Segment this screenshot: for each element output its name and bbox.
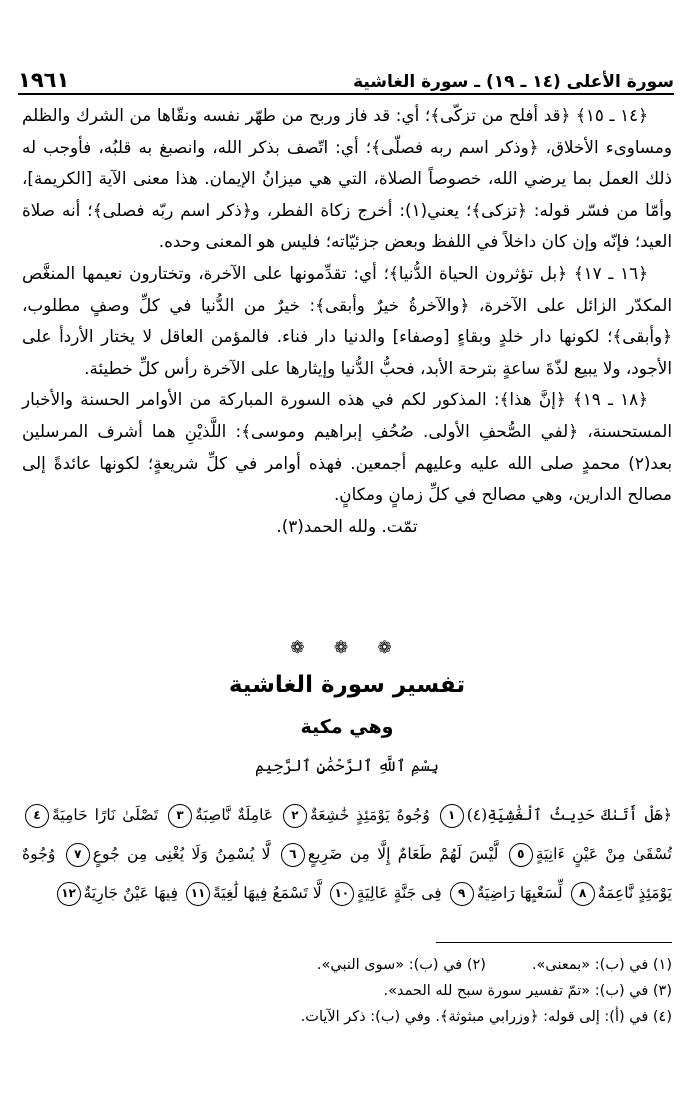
- page-header: [18, 58, 674, 92]
- sura-type: وهي مكية: [300, 716, 394, 738]
- footnote-row: [22, 952, 672, 978]
- commentary-body: [22, 100, 672, 542]
- verse-text: فِى جَنَّةٍ عَالِيَةٍ: [356, 884, 442, 902]
- footnote-1: (١) في (ب): «بمعنى».: [531, 957, 672, 973]
- section-divider: ❁ ❁ ❁: [290, 638, 404, 658]
- verse-text: لَّيْسَ لَهُمْ طَعَامٌ إِلَّا مِن ضَرِيعٍ: [307, 845, 499, 863]
- verse-number-marker: ٩: [450, 882, 474, 906]
- verse-text: وُجُوهٌ يَوْمَئِذٍ نَّاعِمَةٌ: [22, 845, 672, 902]
- footnote-row: [22, 1004, 672, 1030]
- footnote-2: (٢) في (ب): «سوى النبي».: [316, 957, 486, 973]
- verse-number-marker: ١: [440, 804, 464, 828]
- footnote-4: (٤) في (أ): إلى قوله: ﴿وزرابي مبثوثة﴾. وفي (ب): ذكر الآيات.: [300, 1009, 672, 1025]
- verse-text: لَّا يُسْمِنُ وَلَا يُغْنِى مِن جُوعٍ: [92, 845, 271, 863]
- footnote-row: [22, 978, 672, 1004]
- verse-text: لِّسَعْيِهَا رَاضِيَةٌ: [476, 884, 563, 902]
- footnotes: [22, 952, 672, 1030]
- verse-number-marker: ٢: [283, 804, 307, 828]
- verse-number-marker: ١١: [186, 882, 210, 906]
- sura-heading: تفسير سورة الغاشية: [228, 672, 466, 698]
- verse-text: فِيهَا عَيْنٌ جَارِيَةٌ: [83, 884, 179, 902]
- verse-text: ﴿هَلْ أَتَىٰكَ حَدِيثُ ٱلْغَٰشِيَةِ(٤): [466, 806, 672, 824]
- verse-number-marker: ٣: [168, 804, 192, 828]
- verse-number-marker: ٨: [571, 882, 595, 906]
- footnote-3: (٣) في (ب): «تمّ تفسير سورة سبح لله الحمد».: [383, 983, 672, 999]
- paragraph-verses-14-15: ﴿١٤ ـ ١٥﴾ ﴿قد أفلح من تزكّى﴾؛ أي: قد فاز وربح من طهّر نفسه ونقّاها من الشرك والظلم ومساوىء الأخلاق، ﴿وذكر اسم ربه فصلّى﴾؛ أي: اتّصف بذكر الله، وانصبغ به قلبُه، فأوجب له ذلك العمل بما يرضي الله، خصوصاً الصلاة، التي هي ميزانُ الإيمان. هذا معنى الآية [الكريمة]، وأمّا من فسّر قوله: ﴿تزكى﴾؛ يعني(١): أخرج زكاة الفطر، و﴿ذكر اسم ربّه فصلى﴾؛ أنه صلاة العيد؛ فإنّه وإن كان داخلاً في اللفظ وبعض جزئيّاته؛ فليس هو المعنى وحده.: [22, 105, 673, 252]
- basmala: بِسْمِ ٱللَّهِ ٱلرَّحْمَٰنِ ٱلرَّحِيمِ: [254, 756, 439, 775]
- verse-text: تَصْلَىٰ نَارًا حَامِيَةً: [52, 806, 159, 824]
- quran-verses: [22, 796, 672, 913]
- verse-text: عَامِلَةٌ نَّاصِبَةٌ: [195, 806, 274, 824]
- page-number: ١٩٦١: [18, 68, 70, 92]
- verse-number-marker: ٦: [281, 843, 305, 867]
- closing-line: تمّت. ولله الحمد(٣).: [276, 515, 418, 536]
- verse-text: لَّا تَسْمَعُ فِيهَا لَٰغِيَةً: [213, 884, 322, 902]
- verse-number-marker: ١٠: [330, 882, 354, 906]
- running-title: سورة الأعلى (١٤ ـ ١٩) ـ سورة الغاشية: [353, 72, 674, 92]
- paragraph-verses-18-19: ﴿١٨ ـ ١٩﴾ ﴿إنَّ هذا﴾: المذكور لكم في هذه السورة المباركة من الأوامر الحسنة والأخبار المستحسنة، ﴿لفي الصُّحفِ الأولى. صُحُفِ إبراهيم وموسى﴾: اللَّذيْنِ هما أشرف المرسلين بعد(٢) محمدٍ صلى الله عليه وعليهم أجمعين. فهذه أوامر في كلِّ شريعةٍ؛ لكونها عائدةً إلى مصالح الدارين، وهي مصالح في كلِّ زمانٍ ومكانٍ.: [22, 389, 672, 505]
- verse-number-marker: ٥: [509, 843, 533, 867]
- paragraph-verses-16-17: ﴿١٦ ـ ١٧﴾ ﴿بل تؤثرون الحياة الدُّنيا﴾؛ أي: تقدِّمونها على الآخرة، وتختارون نعيمها المنغَّص المكدّر الزائل على الآخرة، ﴿والآخرةُ خيرٌ وأبقى﴾: خيرٌ من الدُّنيا في كلِّ وصفٍ مطلوب، ﴿وأبقى﴾؛ لكونها دار خلدٍ وبقاءٍ [وصفاء] والدنيا دار فناء. فالمؤمن العاقل لا يختار الأردأ على الأجود، ولا يبيع لذّةَ ساعةٍ بترحة الأبد، فحبُّ الدُّنيا وإيثارها على الآخرة رأس كلِّ خطيئة.: [22, 262, 672, 378]
- header-rule: [18, 93, 674, 95]
- footnote-rule: [436, 942, 672, 943]
- verse-text: وُجُوهٌ يَوْمَئِذٍ خَٰشِعَةٌ: [309, 806, 430, 824]
- verse-number-marker: ١٢: [57, 882, 81, 906]
- verse-number-marker: ٤: [25, 804, 49, 828]
- verse-number-marker: ٧: [66, 843, 90, 867]
- verse-text: تُسْقَىٰ مِنْ عَيْنٍ ءَانِيَةٍ: [535, 845, 672, 863]
